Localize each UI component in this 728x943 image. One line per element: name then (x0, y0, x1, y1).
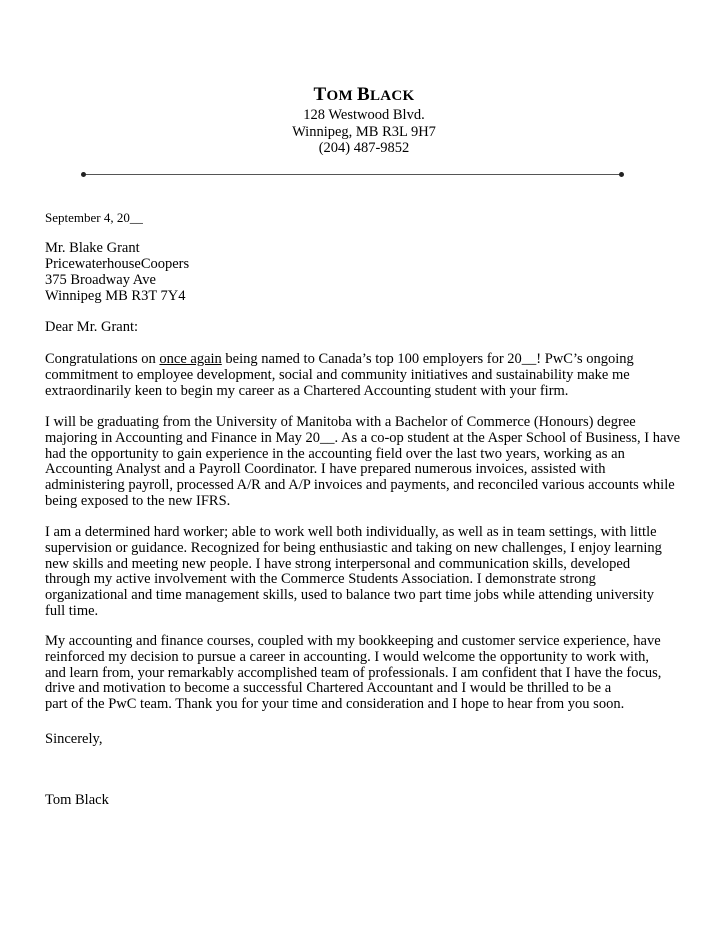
letterhead (0, 84, 728, 157)
paragraph-2-line: being exposed to the new IFRS. (45, 492, 231, 509)
paragraph-3-line: I am a determined hard worker; able to work well both individually, as well as in team settings, with little (45, 524, 657, 540)
paragraph-2 (45, 415, 685, 510)
sender-address-line1: 128 Westwood Blvd. (303, 107, 425, 123)
signature-name: Tom Black (45, 792, 109, 808)
paragraph-2-line: I will be graduating from the University of Manitoba with a Bachelor of Commerce (Honours) degree (45, 414, 636, 430)
paragraph-3-line: full time. (45, 602, 99, 619)
salutation: Dear Mr. Grant: (45, 319, 139, 335)
paragraph-3 (45, 525, 685, 620)
header-divider (84, 174, 623, 175)
paragraph-3-line: organizational and time management skills, used to balance two part time jobs while attending university (45, 587, 654, 604)
paragraph-4-line: drive and motivation to become a successful Chartered Accountant and I would be thrilled to be a (45, 680, 612, 697)
paragraph-2-line: Accounting Analyst and a Payroll Coordinator. I have prepared numerous invoices, assisted with (45, 461, 606, 478)
sender-name (0, 84, 728, 107)
paragraph-1-line1-before: Congratulations on (45, 351, 160, 367)
paragraph-2-line: had the opportunity to gain experience in the accounting field over the last two years, working as an (45, 445, 625, 462)
paragraph-3-line: new skills and meeting new people. I have strong interpersonal and communication skills, developed (45, 555, 631, 572)
paragraph-4-line: My accounting and finance courses, coupled with my bookkeeping and customer service experience, have (45, 633, 661, 649)
letter-date: September 4, 20__ (45, 210, 143, 225)
paragraph-4-line: reinforced my decision to pursue a career in accounting. I would welcome the opportunity to work with, (45, 648, 649, 665)
paragraph-4-line: and learn from, your remarkably accomplished team of professionals. I am confident that I have the focus, (45, 664, 662, 681)
recipient-city: Winnipeg MB R3T 7Y4 (45, 288, 186, 304)
paragraph-1-line1-after: being named to Canada’s top 100 employers for 20__! PwC’s ongoing (221, 351, 634, 367)
recipient-block (45, 240, 189, 304)
recipient-name: Mr. Blake Grant (45, 240, 140, 256)
sender-address-line2: Winnipeg, MB R3L 9H7 (292, 123, 436, 140)
paragraph-1-line: commitment to employee development, social and community initiatives and sustainability make me (45, 366, 630, 383)
sender-name-initial-first: T (313, 84, 327, 105)
paragraph-4 (45, 634, 685, 713)
sender-name-rest-first: OM (326, 88, 357, 104)
sender-name-initial-last: B (356, 84, 370, 105)
paragraph-1 (45, 352, 685, 399)
paragraph-2-line: majoring in Accounting and Finance in May 20__. As a co-op student at the Asper School of Business, I have (45, 429, 681, 446)
paragraph-4-line: part of the PwC team. Thank you for your time and consideration and I hope to hear from you soon. (45, 696, 625, 713)
divider-left-endpoint (81, 172, 86, 177)
recipient-street: 375 Broadway Ave (45, 272, 156, 288)
closing: Sincerely, (45, 731, 103, 747)
sender-name-rest-last: LACK (369, 88, 415, 104)
recipient-company: PricewaterhouseCoopers (45, 256, 190, 272)
paragraph-3-line: supervision or guidance. Recognized for being enthusiastic and taking on new challenges, I enjoy learning (45, 539, 662, 556)
paragraph-3-line: through my active involvement with the Commerce Students Association. I demonstrate strong (45, 571, 596, 588)
paragraph-1-line: extraordinarily keen to begin my career as a Chartered Accounting student with your firm. (45, 382, 569, 399)
divider-right-endpoint (619, 172, 624, 177)
paragraph-1-underlined-phrase: once again (159, 351, 222, 367)
sender-phone: (204) 487-9852 (318, 140, 410, 156)
paragraph-1-line (45, 352, 685, 368)
paragraph-2-line: administering payroll, processed A/R and A/P invoices and payments, and reconciled various accounts while (45, 477, 675, 494)
